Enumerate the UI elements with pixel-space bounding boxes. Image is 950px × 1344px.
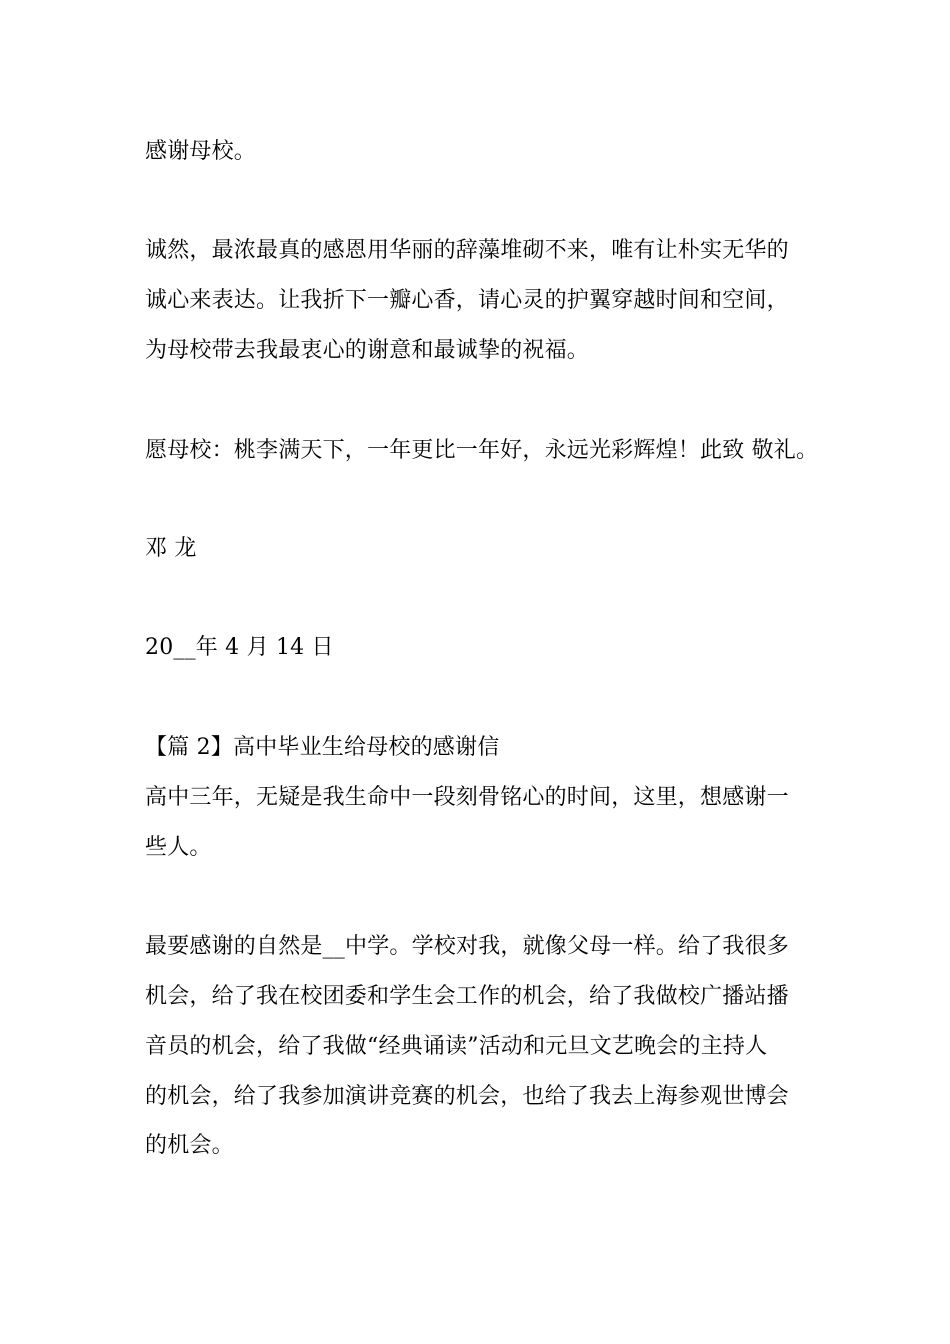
paragraph-line: 机会，给了我在校团委和学生会工作的机会，给了我做校广播站播 [145, 984, 789, 1009]
paragraph-line: 些人。 [145, 835, 212, 860]
paragraph-line: 为母校带去我最衷心的谢意和最诚挚的祝福。 [145, 338, 590, 363]
paragraph-line: 音员的机会，给了我做“经典诵读”活动和元旦文艺晚会的主持人 [145, 1034, 768, 1059]
paragraph-line: 诚心来表达。让我折下一瓣心香，请心灵的护翼穿越时间和空间， [145, 288, 789, 313]
paragraph-line: 愿母校：桃李满天下，一年更比一年好，永远光彩辉煌！此致 敬礼。 [145, 438, 819, 463]
paragraph-line: 诚然，最浓最真的感恩用华丽的辞藻堆砌不来，唯有让朴实无华的 [145, 238, 789, 263]
paragraph-line: 的机会。 [145, 1133, 234, 1158]
section-heading: 【篇 2】高中毕业生给母校的感谢信 [145, 735, 500, 760]
paragraph-line: 感谢母校。 [145, 139, 257, 164]
paragraph-line: 高中三年，无疑是我生命中一段刻骨铭心的时间，这里，想感谢一 [145, 785, 789, 810]
letter-date: 20__年 4 月 14 日 [145, 635, 334, 660]
paragraph-line: 最要感谢的自然是__中学。学校对我，就像父母一样。给了我很多 [145, 934, 790, 959]
paragraph-line: 的机会，给了我参加演讲竞赛的机会，也给了我去上海参观世博会 [145, 1084, 789, 1109]
signature-name: 邓 龙 [145, 536, 197, 561]
